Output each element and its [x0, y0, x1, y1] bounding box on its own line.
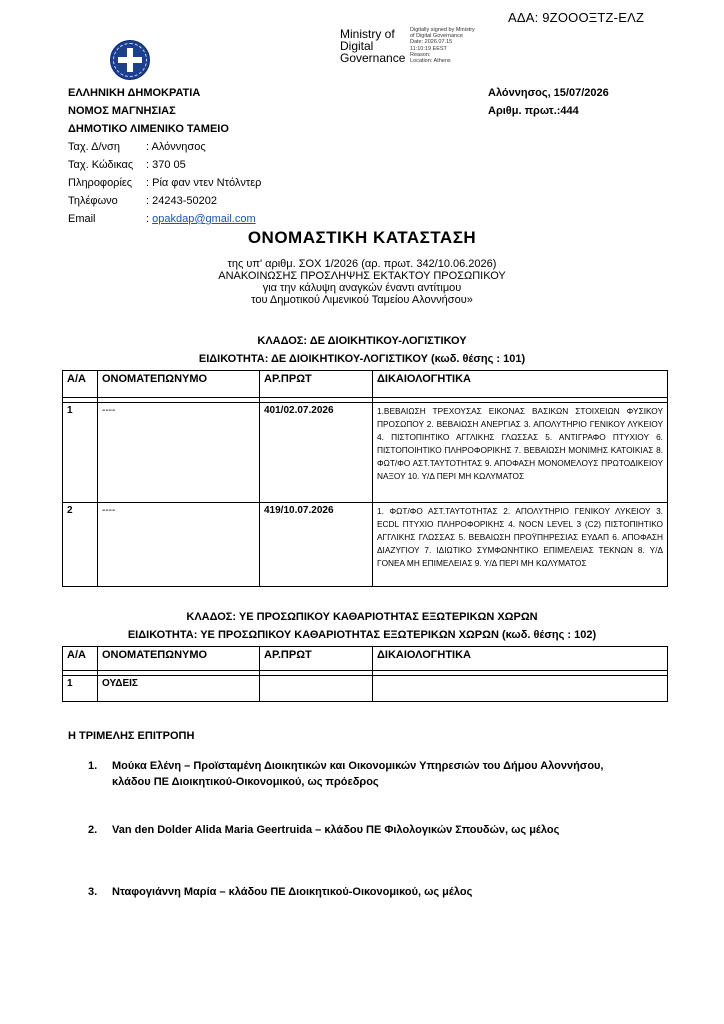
member-line-1: Νταφογιάννη Μαρία – κλάδου ΠΕ Διοικητικού-Οικονομικού, ως μέλος: [112, 886, 473, 898]
info-label: Ταχ. Κώδικας: [68, 159, 134, 171]
member-line-1: Μούκα Ελένη – Προϊσταμένη Διοικητικών και Οικονομικών Υπηρεσιών του Δήμου Αλοννήσου,: [112, 760, 604, 772]
protocol-number: Αριθμ. πρωτ.:444: [488, 105, 579, 117]
cell-prot: 401/02.07.2026: [260, 403, 373, 503]
member-line-1: Van den Dolder Alida Maria Geertruida – κλάδου ΠΕ Φιλολογικών Σπουδών, ως μέλος: [112, 824, 560, 836]
info-row-contact: [68, 174, 261, 192]
cell-name: ----: [98, 503, 260, 587]
section-a-table: [62, 370, 668, 587]
section-b-eidikotita: ΕΙΔΙΚΟΤΗΤΑ: ΥΕ ΠΡΟΣΩΠΙΚΟΥ ΚΑΘΑΡΙΟΤΗΤΑΣ ΕΞΩΤΕΡΙΚΩΝ ΧΩΡΩΝ (κωδ. θέσης : 102): [127, 629, 597, 641]
col-header-aa: Α/Α: [63, 371, 98, 398]
org-name-2: ΝΟΜΟΣ ΜΑΓΝΗΣΙΑΣ: [68, 105, 176, 117]
info-value: : Ρία φαν ντεν Ντόλντερ: [146, 177, 262, 189]
ada-code: ΑΔΑ: 9ΖΟΟΟΞΤΖ-ΕΛΖ: [508, 10, 645, 25]
info-label: Email: [68, 213, 96, 225]
signature-line: Date: 2026.07.15: [410, 39, 453, 46]
subtitle-line: ΑΝΑΚΟΙΝΩΣΗΣ ΠΡΟΣΛΗΨΗΣ ΕΚΤΑΚΤΟΥ ΠΡΟΣΩΠΙΚΟΥ: [218, 270, 506, 282]
signature-line: Reason:: [410, 51, 431, 58]
sender-header: [68, 84, 261, 228]
col-header-docs: ΔΙΚΑΙΟΛΟΓΗΤΙΚΑ: [373, 647, 668, 671]
cell-docs: 1.ΒΕΒΑΙΩΣΗ ΤΡΕΧΟΥΣΑΣ ΕΙΚΟΝΑΣ ΒΑΣΙΚΩΝ ΣΤΟΙΧΕΙΩΝ ΦΥΣΙΚΟΥ ΠΡΟΣΩΠΟΥ 2. ΒΕΒΑΙΩΣΗ ΑΝΕΡΓΙΑΣ 3. ΑΠΟΛΥΤΗΡΙΟ ΓΕΝΙΚΟΥ ΛΥΚΕΙΟΥ 4. ΠΙΣΤΟΠΙΗΤΙΚΟ ΑΓΓΛΙΚΗΣ ΓΛΩΣΣΑΣ 5. ΑΝΤΙΓΡΑΦΟ ΠΤΥΧΙΟΥ 6. ΠΙΣΤΟΠΟΙΗΤΙΚΟ ΠΛΗΡΟΦΟΡΙΚΗΣ 7. ΒΕΒΑΙΩΣΗ ΜΟΝΙΜΗΣ ΚΑΤΟΙΚΙΑΣ 8. ΦΩΤ/ΦΟ ΑΣΤ.ΤΑΥΤΟΤΗΤΑΣ 9. ΑΠΟΦΑΣΗ ΜΟΝΟΜΕΛΟΥΣ ΠΡΩΤΟΔΙΚΕΙΟΥ ΝΑΞΟΥ 10. Υ/Δ ΠΕΡΙ ΜΗ ΚΩΛΥΜΑΤΟΣ: [373, 403, 668, 503]
info-row-phone: [68, 192, 261, 210]
section-a-eidikotita: ΕΙΔΙΚΟΤΗΤΑ: ΔΕ ΔΙΟΙΚΗΤΙΚΟΥ-ΛΟΓΙΣΤΙΚΟΥ (κωδ. θέσης : 101): [198, 353, 526, 365]
table-row: [63, 403, 668, 503]
member-number: 1.: [88, 760, 98, 772]
document-subtitle: [0, 258, 724, 306]
ministry-line-1: Ministry of: [340, 27, 395, 41]
committee-member-3: [88, 884, 678, 900]
cell-prot: 419/10.07.2026: [260, 503, 373, 587]
digital-signature-details: [410, 27, 530, 64]
member-number: 3.: [88, 886, 98, 898]
cell-docs: 1. ΦΩΤ/ΦΟ ΑΣΤ.ΤΑΥΤΟΤΗΤΑΣ 2. ΑΠΟΛΥΤΗΡΙΟ ΓΕΝΙΚΟΥ ΛΥΚΕΙΟΥ 3. ECDL ΠΤΥΧΙΟ ΠΛΗΡΟΦΟΡΙΚΗΣ 4. NOCN LEVEL 3 (C2) ΠΙΣΤΟΠΙΗΤΙΚΟ ΑΓΓΛΙΚΗΣ ΓΛΩΣΣΑΣ 5. ΒΕΒΑΙΩΣΗ ΠΡΟΫΠΗΡΕΣΙΑΣ ΕΥΔΑΠ 6. ΑΠΟΦΑΣΗ ΔΙΑΖΥΓΙΟΥ 7. ΙΔΙΩΤΙΚΟ ΣΥΜΦΩΝΗΤΙΚΟ ΕΠΙΜΕΛΕΙΑΣ ΤΕΚΝΩΝ 8. Υ/Δ ΓΟΝΕΑ ΜΗ ΕΠΙΜΕΛΕΙΑΣ 9. Υ/Δ ΠΕΡΙ ΜΗ ΚΩΛΥΜΑΤΟΣ: [373, 503, 668, 587]
date-protocol-block: [488, 84, 609, 120]
section-b-table: [62, 646, 668, 702]
org-name-3: ΔΗΜΟΤΙΚΟ ΛΙΜΕΝΙΚΟ ΤΑΜΕΙΟ: [68, 123, 229, 135]
subtitle-line: της υπ' αριθμ. ΣΟΧ 1/2026 (αρ. πρωτ. 342/10.06.2026): [227, 258, 497, 270]
document-date: Αλόννησος, 15/07/2026: [488, 87, 609, 99]
info-label: Πληροφορίες: [68, 177, 133, 189]
committee-member-2: [88, 822, 678, 838]
col-header-docs: ΔΙΚΑΙΟΛΟΓΗΤΙΚΑ: [373, 371, 668, 398]
col-header-name: ΟΝΟΜΑΤΕΠΩΝΥΜΟ: [98, 371, 260, 398]
info-label: Τηλέφωνο: [68, 195, 118, 207]
section-b-heading: [0, 608, 724, 644]
greek-emblem-icon: [110, 40, 150, 80]
signature-line: Digitally signed by Ministry: [410, 27, 475, 33]
col-header-prot: ΑΡ.ΠΡΩΤ: [260, 371, 373, 398]
info-row-address: [68, 138, 261, 156]
ministry-line-3: Governance: [340, 51, 406, 65]
cell-name: ΟΥΔΕΙΣ: [98, 676, 260, 702]
cell-aa: 1: [63, 403, 98, 503]
info-value: : 370 05: [146, 159, 186, 171]
cell-aa: 2: [63, 503, 98, 587]
email-link[interactable]: opakdap@gmail.com: [152, 213, 256, 225]
signature-line: Location: Athens: [410, 58, 451, 65]
col-header-aa: Α/Α: [63, 647, 98, 671]
subtitle-line: για την κάλυψη αναγκών έναντι αντίτιμου: [262, 282, 462, 294]
document-title: ΟΝΟΜΑΣΤΙΚΗ ΚΑΤΑΣΤΑΣΗ: [247, 228, 477, 247]
info-row-email: [68, 210, 261, 228]
info-row-postcode: [68, 156, 261, 174]
member-line-2: κλάδου ΠΕ Διοικητικού-Οικονομικού, ως πρόεδρος: [112, 776, 379, 788]
info-value: :: [146, 213, 150, 225]
ministry-line-2: Digital: [340, 39, 374, 53]
cell-name: ----: [98, 403, 260, 503]
cell-prot: [260, 676, 373, 702]
cell-docs: [373, 676, 668, 702]
section-b-klados: ΚΛΑΔΟΣ: ΥΕ ΠΡΟΣΩΠΙΚΟΥ ΚΑΘΑΡΙΟΤΗΤΑΣ ΕΞΩΤΕΡΙΚΩΝ ΧΩΡΩΝ: [186, 611, 538, 623]
table-row: [63, 503, 668, 587]
section-a-klados: ΚΛΑΔΟΣ: ΔΕ ΔΙΟΙΚΗΤΙΚΟΥ-ΛΟΓΙΣΤΙΚΟΥ: [257, 335, 467, 347]
ministry-stamp: [340, 28, 405, 64]
info-value: : 24243-50202: [146, 195, 217, 207]
info-label: Ταχ. Δ/νση: [68, 141, 120, 153]
committee-member-1: [88, 758, 678, 790]
info-value: : Αλόννησος: [146, 141, 206, 153]
table-header-row: [63, 371, 668, 398]
table-header-row: [63, 647, 668, 671]
col-header-prot: ΑΡ.ΠΡΩΤ: [260, 647, 373, 671]
org-name-1: ΕΛΛΗΝΙΚΗ ΔΗΜΟΚΡΑΤΙΑ: [68, 87, 201, 99]
col-header-name: ΟΝΟΜΑΤΕΠΩΝΥΜΟ: [98, 647, 260, 671]
cell-aa: 1: [63, 676, 98, 702]
signature-line: 11:10:19 EEST: [410, 45, 447, 52]
subtitle-line: του Δημοτικού Λιμενικού Ταμείου Αλοννήσου»: [251, 294, 473, 306]
committee-title: Η ΤΡΙΜΕΛΗΣ ΕΠΙΤΡΟΠΗ: [68, 730, 195, 742]
member-number: 2.: [88, 824, 98, 836]
section-a-heading: [0, 332, 724, 368]
signature-line: of Digital Governance: [410, 33, 463, 40]
table-row: [63, 676, 668, 702]
